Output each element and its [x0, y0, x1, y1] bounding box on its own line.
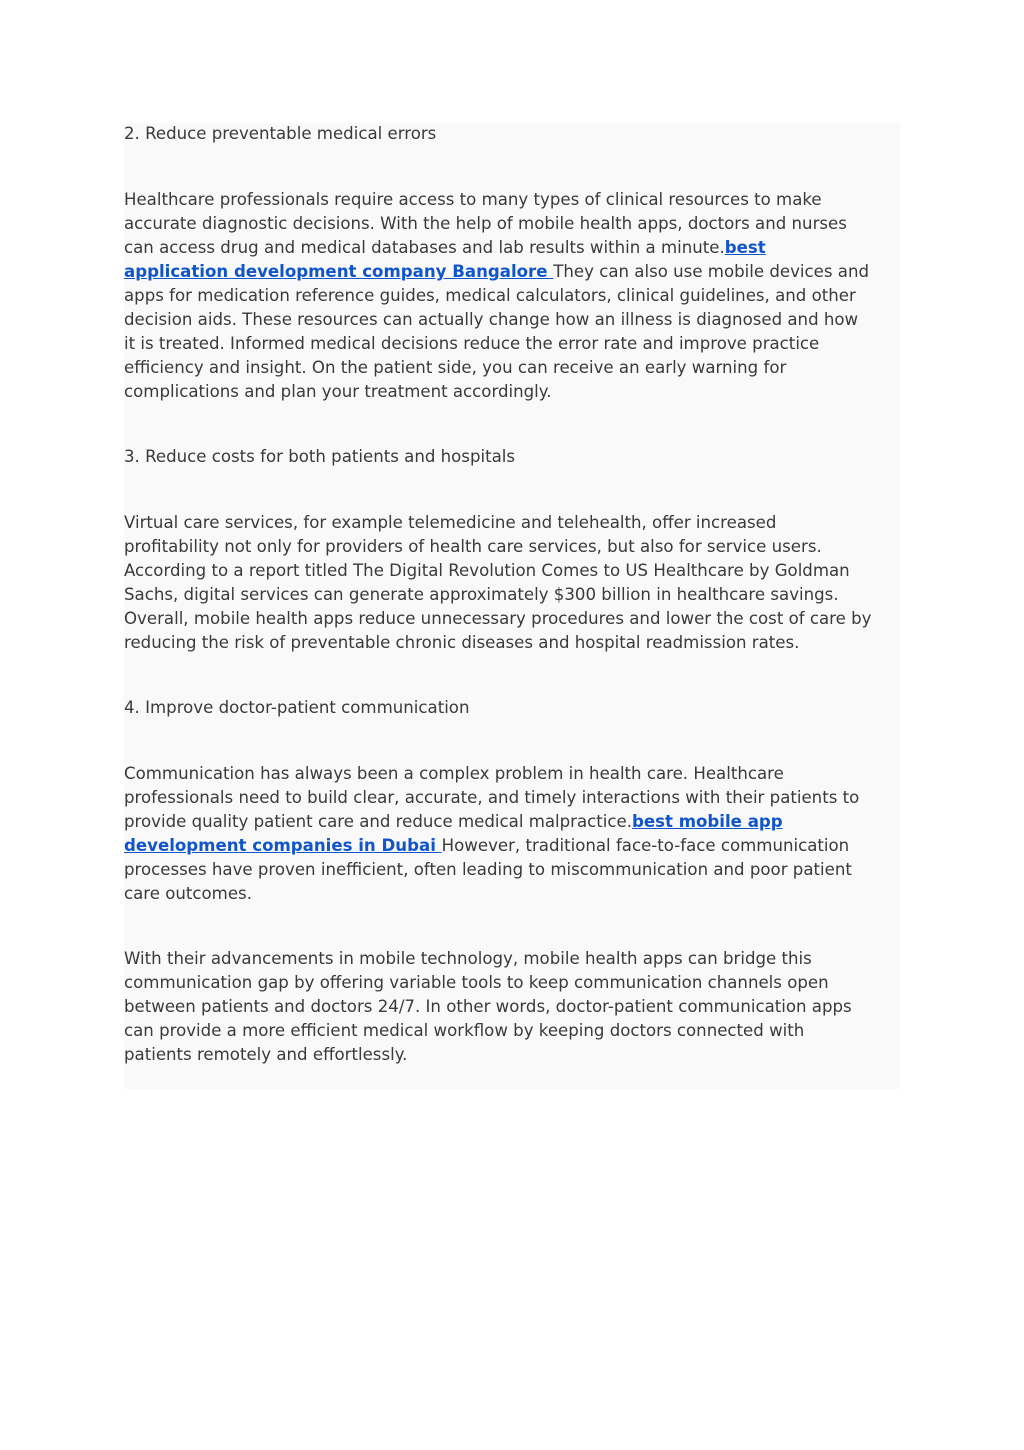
text-line: [124, 786, 904, 810]
text-line: [124, 188, 904, 212]
text-line: [124, 356, 904, 380]
text-line: [124, 858, 904, 882]
text-run: apps for medication reference guides, medical calculators, clinical guidelines, and other: [124, 286, 856, 305]
text-line: [124, 631, 904, 655]
section-heading-reduce-errors: [124, 122, 904, 146]
text-line: [124, 1019, 904, 1043]
text-line: [124, 260, 904, 284]
text-run: However, traditional face-to-face communication: [441, 836, 850, 855]
hyperlink[interactable]: best mobile app: [632, 812, 783, 831]
text-run: decision aids. These resources can actually change how an illness is diagnosed and how: [124, 310, 859, 329]
text-line: [124, 834, 904, 858]
text-line: [124, 995, 904, 1019]
text-line: [124, 445, 904, 469]
text-run: communication gap by offering variable tools to keep communication channels open: [124, 973, 829, 992]
text-line: [124, 696, 904, 720]
text-line: [124, 810, 904, 834]
text-run: 2. Reduce preventable medical errors: [124, 124, 437, 143]
text-line: [124, 762, 904, 786]
text-run: patients remotely and effortlessly.: [124, 1045, 408, 1064]
text-line: [124, 882, 904, 906]
text-run: Communication has always been a complex problem in health care. Healthcare: [124, 764, 784, 783]
text-run: it is treated. Informed medical decisions reduce the error rate and improve practice: [124, 334, 820, 353]
text-run: profitability not only for providers of health care services, but also for service users.: [124, 537, 822, 556]
paragraph-communication-problem: [124, 762, 904, 906]
text-line: [124, 1043, 904, 1067]
text-run: accurate diagnostic decisions. With the help of mobile health apps, doctors and nurses: [124, 214, 847, 233]
text-run: 4. Improve doctor-patient communication: [124, 698, 470, 717]
text-line: [124, 947, 904, 971]
text-run: According to a report titled The Digital Revolution Comes to US Healthcare by Goldman: [124, 561, 850, 580]
text-line: [124, 607, 904, 631]
text-run: care outcomes.: [124, 884, 252, 903]
text-line: [124, 212, 904, 236]
hyperlink[interactable]: development companies in Dubai: [124, 836, 442, 855]
text-run: processes have proven inefficient, often leading to miscommunication and poor patient: [124, 860, 852, 879]
text-line: [124, 332, 904, 356]
text-run: can access drug and medical databases and lab results within a minute.: [124, 238, 725, 257]
text-line: [124, 971, 904, 995]
paragraph-mobile-technology: [124, 947, 904, 1067]
text-line: [124, 583, 904, 607]
text-run: professionals need to build clear, accurate, and timely interactions with their patients to: [124, 788, 860, 807]
text-line: [124, 380, 904, 404]
text-run: Sachs, digital services can generate approximately $300 billion in healthcare savings.: [124, 585, 839, 604]
section-heading-communication: [124, 696, 904, 720]
text-run: efficiency and insight. On the patient side, you can receive an early warning for: [124, 358, 787, 377]
text-run: With their advancements in mobile technology, mobile health apps can bridge this: [124, 949, 812, 968]
text-run: between patients and doctors 24/7. In other words, doctor-patient communication apps: [124, 997, 852, 1016]
text-line: [124, 122, 904, 146]
text-line: [124, 535, 904, 559]
section-heading-reduce-costs: [124, 445, 904, 469]
text-run: Healthcare professionals require access to many types of clinical resources to make: [124, 190, 822, 209]
hyperlink[interactable]: best: [724, 238, 766, 257]
text-run: Overall, mobile health apps reduce unnecessary procedures and lower the cost of care by: [124, 609, 872, 628]
text-line: [124, 236, 904, 260]
paragraph-clinical-resources: [124, 188, 904, 404]
text-run: Virtual care services, for example telemedicine and telehealth, offer increased: [124, 513, 777, 532]
text-line: [124, 559, 904, 583]
hyperlink[interactable]: application development company Bangalore: [124, 262, 554, 281]
text-run: 3. Reduce costs for both patients and hospitals: [124, 447, 516, 466]
paragraph-virtual-care: [124, 511, 904, 655]
text-run: They can also use mobile devices and: [553, 262, 870, 281]
text-run: reducing the risk of preventable chronic diseases and hospital readmission rates.: [124, 633, 800, 652]
text-run: complications and plan your treatment accordingly.: [124, 382, 552, 401]
text-run: provide quality patient care and reduce medical malpractice.: [124, 812, 633, 831]
text-line: [124, 308, 904, 332]
text-line: [124, 511, 904, 535]
text-run: can provide a more efficient medical workflow by keeping doctors connected with: [124, 1021, 805, 1040]
text-line: [124, 284, 904, 308]
